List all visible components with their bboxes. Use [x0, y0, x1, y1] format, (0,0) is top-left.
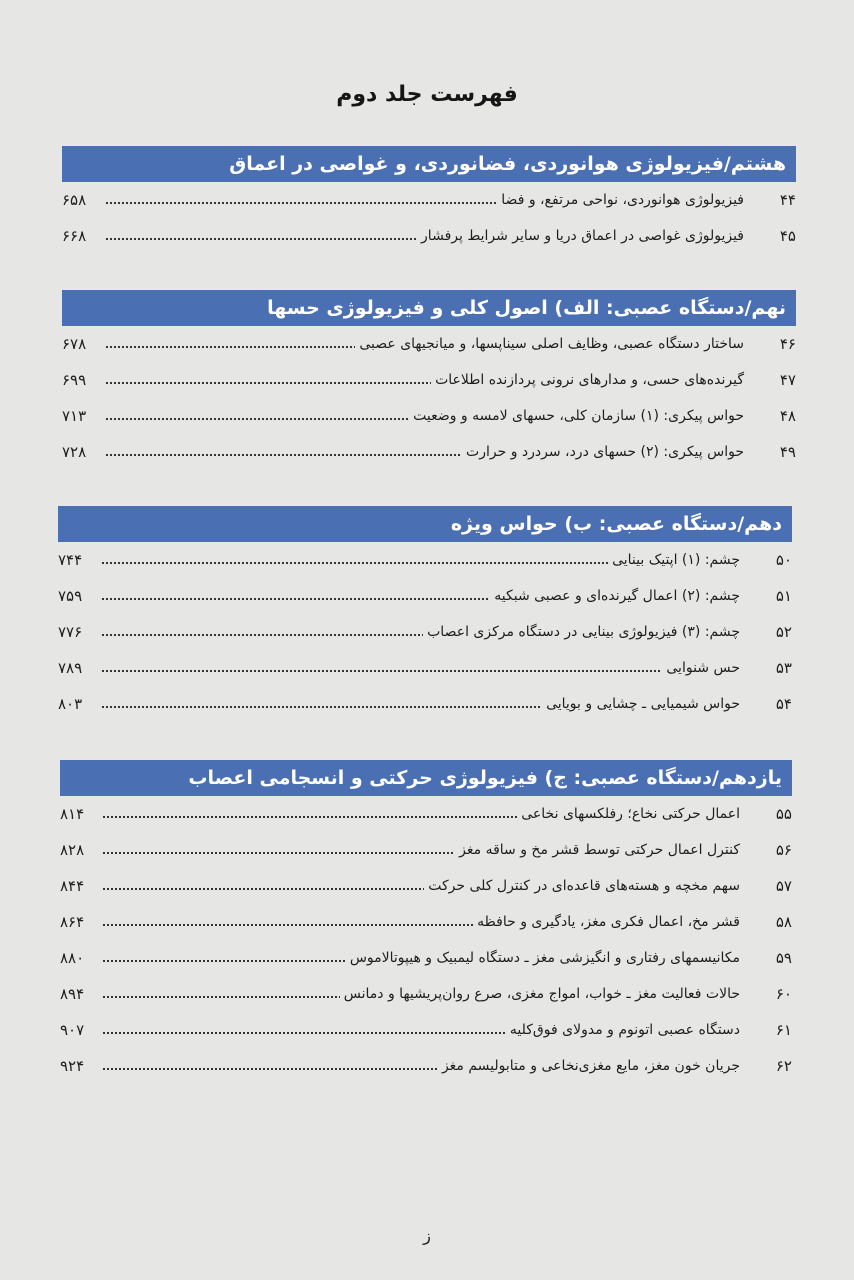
- toc-entry: [58, 578, 792, 614]
- page-number: ۶۹۹: [62, 367, 104, 393]
- chapter-number: ۶۰: [775, 985, 792, 1003]
- page-number: ۷۱۳: [62, 403, 104, 429]
- chapter-title: کنترل اعمال حرکتی توسط قشر مخ و ساقه مغز: [455, 837, 740, 863]
- section-8: [62, 146, 796, 254]
- dot-leader: [98, 655, 732, 672]
- chapter-title: فیزیولوژی غواصی در اعماق دریا و سایر شرایط پرفشار: [417, 223, 744, 249]
- page-number: ۷۸۹: [58, 655, 100, 681]
- toc-entry: [58, 686, 792, 722]
- chapter-number: ۵۳: [775, 659, 792, 677]
- section-11: [60, 760, 792, 1084]
- section-header: هشتم/فیزیولوژی هوانوردی، فضانوردی، و غواصی در اعماق: [62, 146, 796, 182]
- chapter-title: چشم: (۳) فیزیولوژی بینایی در دستگاه مرکزی اعصاب: [423, 619, 740, 645]
- chapter-number: ۵۱: [775, 587, 792, 605]
- page-number: ۷۷۶: [58, 619, 100, 645]
- page-number: ۷۴۴: [58, 547, 100, 573]
- chapter-number: ۵۵: [775, 805, 792, 823]
- chapter-number: ۴۷: [779, 371, 796, 389]
- chapter-title: حواس پیکری: (۱) سازمان کلی، حسهای لامسه و وضعیت: [409, 403, 744, 429]
- page-number: ۸۹۴: [60, 981, 102, 1007]
- page-number: ۶۶۸: [62, 223, 104, 249]
- chapter-number: ۶۲: [775, 1057, 792, 1075]
- toc-entry: [60, 904, 792, 940]
- page-number: ۷۵۹: [58, 583, 100, 609]
- page-number: ۹۲۴: [60, 1053, 102, 1079]
- section-header: دهم/دستگاه عصبی: ب) حواس ویژه: [58, 506, 792, 542]
- chapter-number: ۵۰: [775, 551, 792, 569]
- chapter-title: اعمال حرکتی نخاع؛ رفلکسهای نخاعی: [517, 801, 740, 827]
- page-number: ۸۱۴: [60, 801, 102, 827]
- toc-entry: [60, 832, 792, 868]
- chapter-number: ۵۴: [775, 695, 792, 713]
- toc-entry: [62, 434, 796, 470]
- chapter-title: ساختار دستگاه عصبی، وظایف اصلی سیناپسها، و میانجیهای عصبی: [355, 331, 744, 357]
- page-number: ۸۰۳: [58, 691, 100, 717]
- page-number: ۷۲۸: [62, 439, 104, 465]
- toc-entry: [60, 1012, 792, 1048]
- page-number: ۸۶۴: [60, 909, 102, 935]
- page-number: ۶۷۸: [62, 331, 104, 357]
- toc-entry: [60, 1048, 792, 1084]
- chapter-title: سهم مخچه و هسته‌های قاعده‌ای در کنترل کلی حرکت: [424, 873, 740, 899]
- section-header: نهم/دستگاه عصبی: الف) اصول کلی و فیزیولوژی حسها: [62, 290, 796, 326]
- chapter-title: مکانیسمهای رفتاری و انگیزشی مغز ـ دستگاه لیمبیک و هیپوتالاموس: [346, 945, 740, 971]
- chapter-number: ۵۸: [775, 913, 792, 931]
- chapter-number: ۵۲: [775, 623, 792, 641]
- page-number: ۹۰۷: [60, 1017, 102, 1043]
- toc-entry: [62, 362, 796, 398]
- chapter-title: فیزیولوژی هوانوردی، نواحی مرتفع، و فضا: [497, 187, 744, 213]
- section-10: [58, 506, 792, 722]
- page-number: ۸۸۰: [60, 945, 102, 971]
- page-number: ۶۵۸: [62, 187, 104, 213]
- chapter-title: قشر مخ، اعمال فکری مغز، یادگیری و حافظه: [473, 909, 740, 935]
- chapter-title: دستگاه عصبی اتونوم و مدولای فوق‌کلیه: [506, 1017, 740, 1043]
- page-number: ۸۴۴: [60, 873, 102, 899]
- chapter-title: جریان خون مغز، مایع مغزی‌نخاعی و متابولیسم مغز: [438, 1053, 740, 1079]
- chapter-number: ۵۹: [775, 949, 792, 967]
- chapter-title: حواس شیمیایی ـ چشایی و بویایی: [542, 691, 740, 717]
- chapter-number: ۵۶: [775, 841, 792, 859]
- toc-entry: [62, 398, 796, 434]
- chapter-number: ۵۷: [775, 877, 792, 895]
- chapter-title: حواس پیکری: (۲) حسهای درد، سردرد و حرارت: [462, 439, 744, 465]
- toc-entry: [60, 868, 792, 904]
- page-footer-number: ز: [423, 1226, 431, 1245]
- toc-entry: [58, 650, 792, 686]
- page-title: فهرست جلد دوم: [336, 82, 518, 107]
- page-number: ۸۲۸: [60, 837, 102, 863]
- toc-entry: [58, 614, 792, 650]
- toc-entry: [62, 218, 796, 254]
- section-9: [62, 290, 796, 470]
- chapter-title: چشم: (۲) اعمال گیرنده‌ای و عصبی شبکیه: [490, 583, 740, 609]
- chapter-number: ۴۶: [779, 335, 796, 353]
- toc-entry: [60, 796, 792, 832]
- chapter-number: ۴۵: [779, 227, 796, 245]
- chapter-title: گیرنده‌های حسی، و مدارهای نرونی پردازنده اطلاعات: [431, 367, 744, 393]
- chapter-title: چشم: (۱) اپتیک بینایی: [608, 547, 740, 573]
- toc-entry: [62, 326, 796, 362]
- toc-entry: [58, 542, 792, 578]
- chapter-title: حالات فعالیت مغز ـ خواب، امواج مغزی، صرع روان‌پریشیها و دمانس: [340, 981, 740, 1007]
- section-header: یازدهم/دستگاه عصبی: ج) فیزیولوژی حرکتی و انسجامی اعصاب: [60, 760, 792, 796]
- chapter-title: حس شنوایی: [662, 655, 740, 681]
- chapter-number: ۴۸: [779, 407, 796, 425]
- toc-entry: [62, 182, 796, 218]
- toc-entry: [60, 940, 792, 976]
- chapter-number: ۴۴: [779, 191, 796, 209]
- chapter-number: ۶۱: [775, 1021, 792, 1039]
- chapter-number: ۴۹: [779, 443, 796, 461]
- toc-entry: [60, 976, 792, 1012]
